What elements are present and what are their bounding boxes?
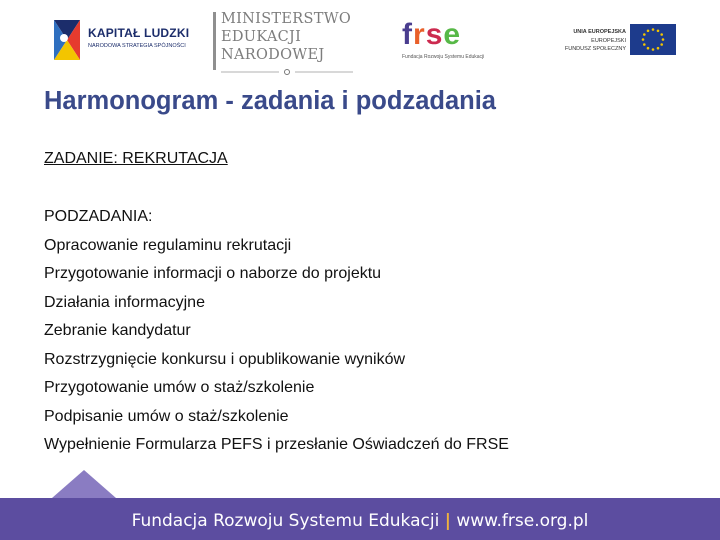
subtasks-list [44,236,509,464]
footer-url[interactable]: www.frse.org.pl [456,511,589,531]
ue-line-1: UNIA EUROPEJSKA [573,29,626,35]
unia-europejska-logo [560,23,676,57]
list-item: Przygotowanie umów o staż/szkolenie [44,379,315,396]
eu-flag-icon [630,24,676,55]
ue-line-3: FUNDUSZ SPOŁECZNY [564,46,626,52]
footer-separator: | [444,511,451,531]
kapital-ludzki-logo [52,18,192,62]
frse-subtitle: Fundacja Rozwoju Systemu Edukacji [402,54,485,60]
list-item: Działania informacyjne [44,293,205,311]
ue-line-2: EUROPEJSKI [591,38,626,44]
kapital-ludzki-title: KAPITAŁ LUDZKI [88,26,190,40]
ministerstwo-line-2: EDUKACJI [221,29,302,45]
kapital-ludzki-subtitle: NARODOWA STRATEGIA SPÓJNOŚCI [88,43,186,49]
frse-logo [402,20,512,66]
frse-letter-s: s [425,18,444,51]
frse-letter-f: f [402,18,413,51]
footer-org-name: Fundacja Rozwoju Systemu Edukacji [131,511,440,531]
list-item: Zebranie kandydatur [44,322,191,339]
frse-wordmark [402,18,461,52]
ministerstwo-divider [213,12,216,70]
list-item: Wypełnienie Formularza PEFS i przesłanie Oświadczeń do FRSE [44,436,509,453]
list-item: Opracowanie regulaminu rekrutacji [44,236,292,254]
subtasks-heading: PODZADANIA: [44,208,153,225]
kapital-ludzki-emblem-icon [52,18,82,62]
list-item: Przygotowanie informacji o naborze do projektu [44,265,382,282]
ministerstwo-line-1: MINISTERSTWO [221,11,352,27]
list-item: Rozstrzygnięcie konkursu i opublikowanie wyników [44,350,406,368]
slide-title: Harmonogram - zadania i podzadania [44,87,496,115]
task-label: ZADANIE: REKRUTACJA [44,150,228,167]
frse-letter-r: r [413,18,426,51]
list-item: Podpisanie umów o staż/szkolenie [44,407,289,425]
ornament-icon [221,69,353,75]
ministerstwo-line-3: NARODOWEJ [221,47,325,63]
frse-letter-e: e [443,18,462,51]
footer-text [0,511,720,531]
ministerstwo-edukacji-logo [213,10,353,76]
logo-strip [0,0,720,80]
footer-bar [0,468,720,540]
